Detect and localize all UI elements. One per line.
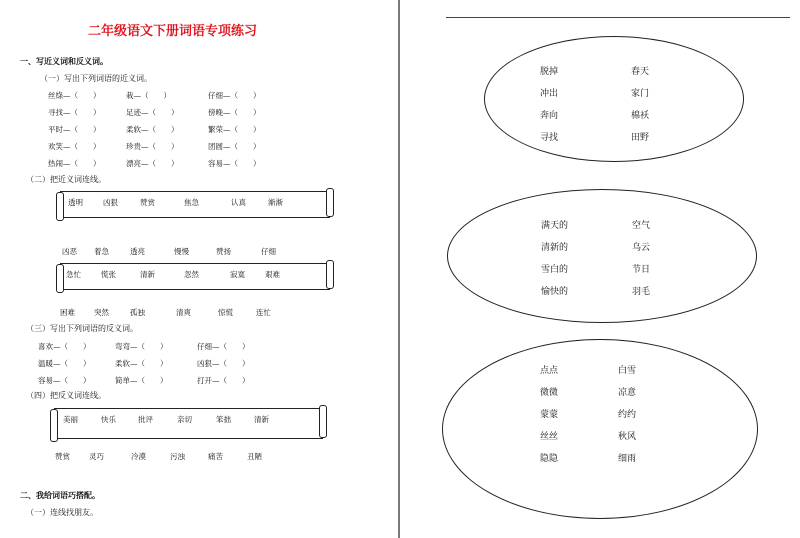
line-word: 透亮 (130, 247, 145, 256)
line-word: 赞扬 (216, 247, 231, 256)
section1-heading: 一、写近义词和反义词。 (20, 56, 108, 66)
line-word: 孤独 (130, 308, 145, 317)
line-word: 凶恶 (62, 247, 77, 256)
fill-in-item: 柔软—（ ） (126, 125, 179, 134)
scroll-curl (56, 192, 64, 221)
fill-in-item: 热闹—（ ） (48, 159, 101, 168)
oval-right-word: 凉意 (618, 388, 637, 398)
fill-in-item: 栽—（ ） (126, 91, 171, 100)
scroll-word: 焦急 (184, 198, 199, 207)
scroll-word: 透明 (68, 198, 83, 207)
oval-left-word: 脱掉 (540, 67, 559, 77)
fill-in-item: 容易—（ ） (208, 159, 261, 168)
scroll-word: 批评 (138, 415, 153, 424)
oval-right-word: 羽毛 (632, 287, 651, 297)
right-page (400, 0, 800, 538)
oval-left-word: 寻找 (540, 133, 559, 143)
left-page (0, 0, 398, 538)
scroll-word: 笨拙 (216, 415, 231, 424)
scroll-curl (56, 264, 64, 293)
fill-in-item: 温暖—（ ） (38, 359, 91, 368)
match-oval-3 (442, 339, 758, 519)
scroll-word: 渐渐 (268, 198, 283, 207)
oval-left-word: 满天的 (541, 221, 569, 231)
scroll-word: 忽然 (184, 270, 199, 279)
oval-right-word: 乌云 (632, 243, 651, 253)
oval-right-word: 细雨 (618, 454, 637, 464)
line-word: 清爽 (176, 308, 191, 317)
oval-right-word: 田野 (631, 133, 650, 143)
fill-in-item: 欢笑—（ ） (48, 142, 101, 151)
section2-heading: 二、我给词语巧搭配。 (20, 490, 100, 500)
line-word: 突然 (94, 308, 109, 317)
line-word: 仔细 (261, 247, 276, 256)
scroll-word: 清新 (140, 270, 155, 279)
fill-in-item: 柔软—（ ） (115, 359, 168, 368)
oval-left-word: 微微 (540, 388, 559, 398)
line-word: 慢慢 (174, 247, 189, 256)
oval-left-word: 雪白的 (541, 265, 569, 275)
fill-in-item: 足迹—（ ） (126, 108, 179, 117)
scroll-word: 寂寞 (230, 270, 245, 279)
fill-in-item: 容易—（ ） (38, 376, 91, 385)
line-word: 冷漠 (131, 452, 146, 461)
part4-heading: （四）把反义词连线。 (26, 391, 106, 400)
fill-in-item: 丝绦—（ ） (48, 91, 101, 100)
fill-in-item: 弯弯—（ ） (115, 342, 168, 351)
line-word: 困难 (60, 308, 75, 317)
section2-part1-heading: （一）连线找朋友。 (26, 508, 98, 517)
oval-right-word: 棉袄 (631, 111, 650, 121)
scroll-word: 清新 (254, 415, 269, 424)
fill-in-item: 仔细—（ ） (197, 342, 250, 351)
scroll-word: 亲切 (177, 415, 192, 424)
oval-left-word: 冲出 (540, 89, 559, 99)
oval-left-word: 丝丝 (540, 432, 559, 442)
oval-left-word: 隐隐 (540, 454, 559, 464)
fill-in-item: 平时—（ ） (48, 125, 101, 134)
fill-in-item: 傍晚—（ ） (208, 108, 261, 117)
oval-left-word: 愉快的 (541, 287, 569, 297)
oval-left-word: 点点 (540, 366, 559, 376)
fill-in-item: 珍贵—（ ） (126, 142, 179, 151)
fill-in-item: 漂亮—（ ） (126, 159, 179, 168)
scroll-word: 认真 (231, 198, 246, 207)
part3-heading: （三）写出下列词语的反义词。 (26, 324, 138, 333)
line-word: 着急 (94, 247, 109, 256)
oval-right-word: 空气 (632, 221, 651, 231)
line-word: 连忙 (256, 308, 271, 317)
worksheet-title: 二年级语文下册词语专项练习 (88, 24, 258, 39)
fill-in-item: 寻找—（ ） (48, 108, 101, 117)
fill-in-item: 仔细—（ ） (208, 91, 261, 100)
oval-right-word: 约约 (618, 410, 637, 420)
scroll-word: 艰难 (265, 270, 280, 279)
fill-in-item: 喜欢—（ ） (38, 342, 91, 351)
part1-heading: （一）写出下列词语的近义词。 (40, 74, 152, 83)
line-word: 痛苦 (208, 452, 223, 461)
line-word: 污浊 (170, 452, 185, 461)
fill-in-item: 简单—（ ） (115, 376, 168, 385)
fill-in-item: 打开—（ ） (197, 376, 250, 385)
oval-right-word: 白雪 (618, 366, 637, 376)
part2-heading: （二）把近义词连线。 (26, 175, 106, 184)
scroll-curl (50, 409, 58, 442)
oval-right-word: 节日 (632, 265, 651, 275)
scroll-curl (326, 260, 334, 289)
scroll-curl (326, 188, 334, 217)
fill-in-item: 团圆—（ ） (208, 142, 261, 151)
oval-right-word: 春天 (631, 67, 650, 77)
fill-in-item: 繁荣—（ ） (208, 125, 261, 134)
oval-left-word: 奔向 (540, 111, 559, 121)
scroll-word: 美丽 (63, 415, 78, 424)
match-oval-2 (447, 189, 757, 323)
match-oval-1 (484, 36, 744, 162)
scroll-word: 凶狠 (103, 198, 118, 207)
line-word: 灵巧 (89, 452, 104, 461)
oval-right-word: 家门 (631, 89, 650, 99)
scroll-word: 急忙 (66, 270, 81, 279)
fill-in-item: 凶狠—（ ） (197, 359, 250, 368)
scroll-word: 慌张 (101, 270, 116, 279)
line-word: 丑陋 (247, 452, 262, 461)
line-word: 赞赏 (55, 452, 70, 461)
line-word: 惊慌 (218, 308, 233, 317)
oval-left-word: 蒙蒙 (540, 410, 559, 420)
oval-left-word: 清新的 (541, 243, 569, 253)
scroll-word: 快乐 (101, 415, 116, 424)
scroll-curl (319, 405, 327, 438)
oval-right-word: 秋风 (618, 432, 637, 442)
top-rule (446, 17, 790, 18)
scroll-word: 赞赏 (140, 198, 155, 207)
